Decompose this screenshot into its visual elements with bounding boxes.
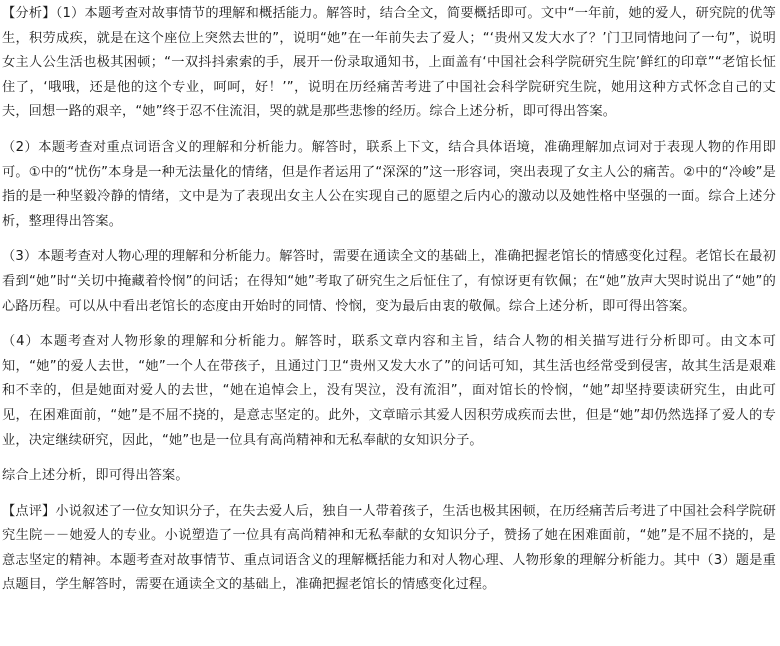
paragraph-spacer <box>2 453 776 464</box>
paragraph-text: （3）本题考查对人物心理的理解和分析能力。解答时，需要在通读全文的基础上，准确把握老馆长的情感变化过程。老馆长在最初看到“她”时“关切中掩藏着怜悯”的问话；在得知“她”考取了研究生之后怔住了，有惊讶更有钦佩；在“她”放声大哭时说出了“她”的心路历程。可以从中看出老馆长的态度由开始时的同情、怜悯，变为最后由衷的敬佩。综合上述分析，即可得出答案。 <box>2 249 776 314</box>
paragraph-text: （4）本题考查对人物形象的理解和分析能力。解答时，联系文章内容和主旨，结合人物的相关描写进行分析即可。由文本可知，“她”的爱人去世，“她”一个人在带孩子，且通过门卫“贵州又发大水了”的问话可知，其生活也经常受到侵害，故其生活是艰难和不幸的，但是她面对爱人的去世，“她在追悼会上，没有哭泣，没有流泪”，面对馆长的怜悯，“她”却坚持要读研究生，由此可见，在困难面前，“她”是不屈不挠的，是意志坚定的。此外，文章暗示其爱人因积劳成疾而去世，但是“她”却仍然选择了爱人的专业，决定继续研究，因此，“她”也是一位具有高尚精神和无私奉献的女知识分子。 <box>2 334 776 448</box>
paragraph-spacer <box>2 489 776 500</box>
paragraph-spacer <box>2 125 776 136</box>
comment-paragraph <box>2 500 776 598</box>
comment-tag: 【点评】 <box>2 503 56 519</box>
paragraph-text: 小说叙述了一位女知识分子，在失去爱人后，独自一人带着孩子，生活也极其困顿，在历经痛苦后考进了中国社会科学院研究生院－－她爱人的专业。小说塑造了一位具有高尚精神和无私奉献的女知识分子，赞扬了她在困难面前，“她”是不屈不挠的，是意志坚定的精神。本题考查对故事情节、重点词语含义的理解概括能力和对人物心理、人物形象的理解分析能力。其中（3）题是重点题目，学生解答时，需要在通读全文的基础上，准确把握老馆长的情感变化过程。 <box>2 503 776 593</box>
analysis-tag: 【分析】 <box>2 6 56 21</box>
paragraph-text: 综合上述分析，即可得出答案。 <box>2 468 189 484</box>
analysis-document <box>2 2 776 598</box>
paragraph-text: （2）本题考查对重点词语含义的理解和分析能力。解答时，联系上下文，结合具体语境，准确理解加点词对于表现人物的作用即可。①中的“忧伤”本身是一种无法量化的情绪，但是作者运用了“深深的”这一形容词，突出表现了女主人公的痛苦。②中的“冷峻”是指的是一种坚毅冷静的情绪，文中是为了表现出女主人公在实现自己的愿望之后内心的激动以及她性格中坚强的一面。综合上述分析，整理得出答案。 <box>2 139 776 229</box>
analysis-paragraph-4 <box>2 330 776 453</box>
paragraph-spacer <box>2 234 776 245</box>
summary-line <box>2 464 776 489</box>
analysis-paragraph-3 <box>2 245 776 319</box>
paragraph-text: （1）本题考查对故事情节的理解和概括能力。解答时，结合全文，简要概括即可。文中“一年前，她的爱人，研究院的优等生，积劳成疾，就是在这个座位上突然去世的”，说明“她”在一年前失去了爱人；“‘贵州又发大水了？’门卫同情地问了一句”，说明女主人公生活也极其困顿；“一双抖抖索索的手，展开一份录取通知书，上面盖有‘中国社会科学院研究生院’鲜红的印章”“老馆长怔住了，‘哦哦，还是他的这个专业，呵呵，好！’”，说明在历经痛苦考进了中国社会科学院研究生院，她用这种方式怀念自己的丈夫，回想一路的艰辛，“她”终于忍不住流泪，哭的就是那些悲惨的经历。综合上述分析，即可得出答案。 <box>2 6 776 120</box>
analysis-paragraph-2 <box>2 136 776 234</box>
paragraph-spacer <box>2 319 776 330</box>
analysis-paragraph-1 <box>2 2 776 125</box>
